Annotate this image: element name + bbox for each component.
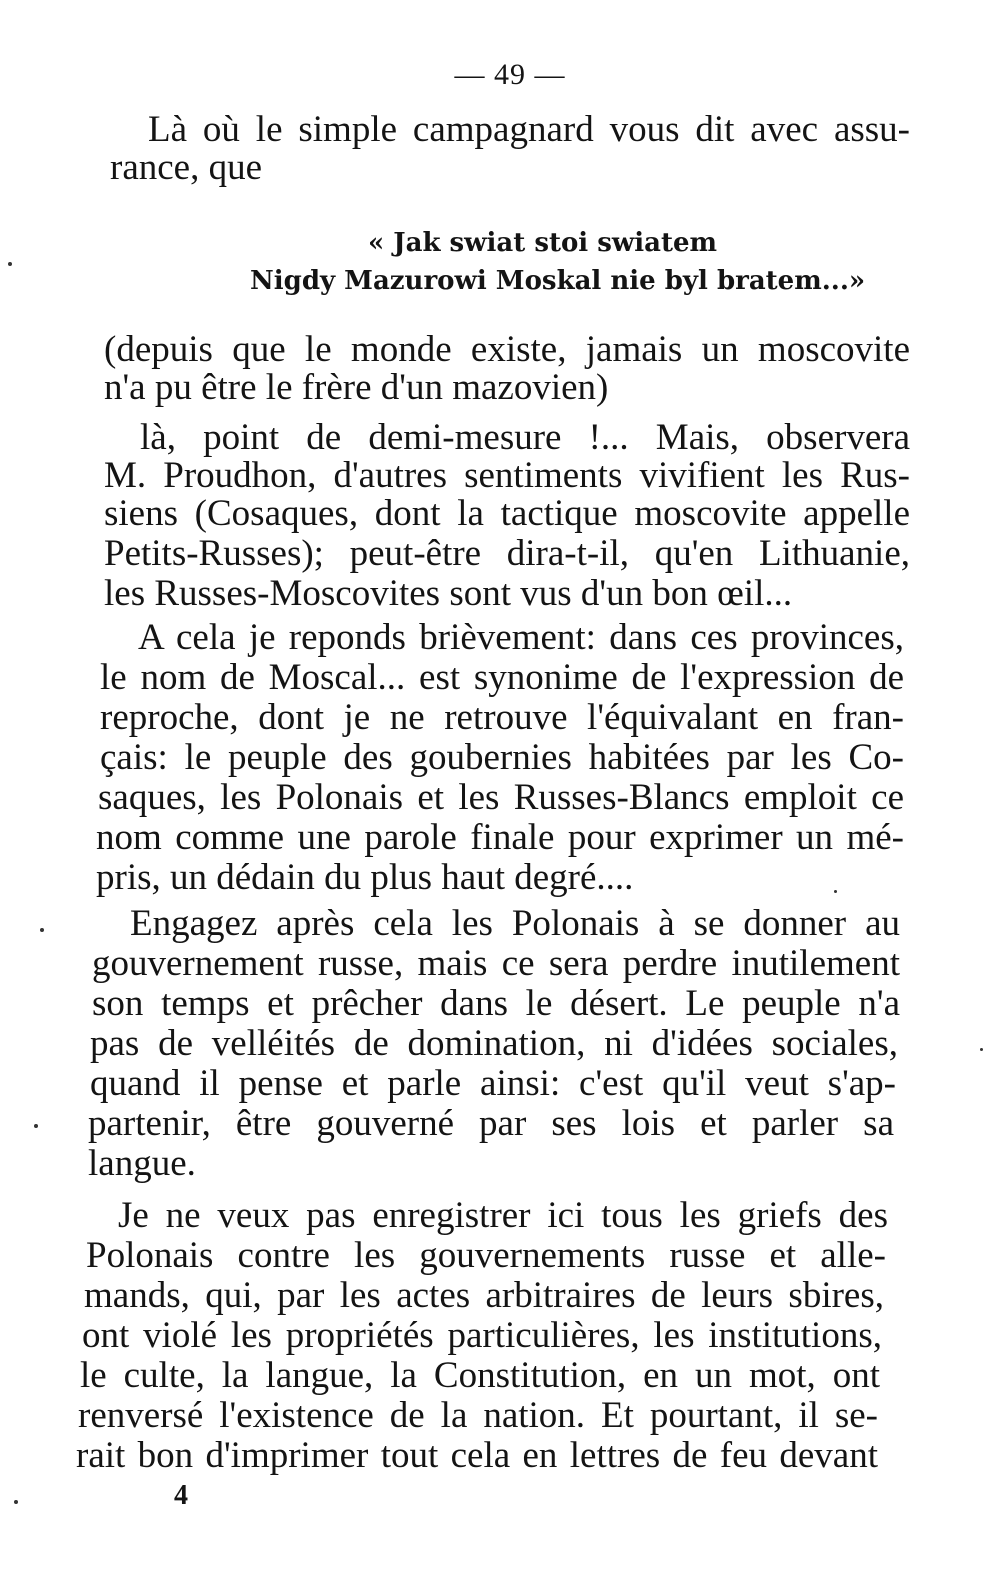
text-line: Je ne veux pas enregistrer ici tous les griefs des — [118, 1195, 888, 1236]
text-line: son temps et prêcher dans le désert. Le peuple n'a — [92, 983, 900, 1024]
text-line: Petits-Russes); peut-être dira-t-il, qu'en Lithuanie, — [104, 533, 910, 574]
text-line: ont violé les propriétés particulières, les institutions, — [82, 1315, 882, 1356]
page-number: — 49 — — [454, 58, 566, 91]
text-line: Polonais contre les gouvernements russe et alle- — [86, 1235, 886, 1276]
text-line: pas de velléités de domination, ni d'idées sociales, — [90, 1023, 898, 1064]
text-line: le culte, la langue, la Constitution, en un mot, ont — [80, 1355, 880, 1396]
text-line: reproche, dont je ne retrouve l'équivalant en fran- — [100, 697, 904, 738]
text-line: M. Proudhon, d'autres sentiments vivifient les Rus- — [104, 455, 910, 496]
paper-speck — [8, 262, 12, 266]
text-line: çais: le peuple des goubernies habitées par les Co- — [100, 737, 904, 778]
text-line: Engagez après cela les Polonais à se donner au — [130, 903, 900, 944]
text-line: n'a pu être le frère d'un mazovien) — [104, 367, 609, 408]
text-line: gouvernement russe, mais ce sera perdre inutilement — [92, 943, 900, 984]
text-line: rait bon d'imprimer tout cela en lettres de feu devant — [76, 1435, 878, 1476]
text-line: là, point de demi-mesure !... Mais, observera — [140, 417, 910, 458]
paper-speck — [34, 1124, 38, 1128]
text-line: nom comme une parole finale pour exprimer un mé- — [96, 817, 904, 858]
text-line: quand il pense et parle ainsi: c'est qu'il veut s'ap- — [90, 1063, 896, 1104]
paper-speck — [14, 1500, 18, 1504]
text-line: les Russes-Moscovites sont vus d'un bon œil... — [104, 573, 793, 614]
paper-speck — [834, 890, 837, 893]
text-line: (depuis que le monde existe, jamais un moscovite — [104, 329, 910, 370]
verse-line: « Jak swiat stoi swiatem — [368, 228, 718, 258]
text-line: partenir, être gouverné par ses lois et parler sa — [88, 1103, 894, 1144]
text-line: A cela je reponds brièvement: dans ces provinces, — [138, 617, 904, 658]
text-line: langue. — [88, 1143, 196, 1184]
text-line: mands, qui, par les actes arbitraires de leurs sbires, — [84, 1275, 884, 1316]
text-line: rance, que — [110, 147, 263, 188]
text-line: siens (Cosaques, dont la tactique moscovite appelle — [104, 493, 910, 534]
text-line: le nom de Moscal... est synonime de l'expression de — [100, 657, 904, 698]
paper-speck — [980, 1048, 983, 1051]
signature-mark: 4 — [174, 1480, 188, 1511]
text-line: pris, un dédain du plus haut degré.... — [96, 857, 634, 898]
text-line: renversé l'existence de la nation. Et pourtant, il se- — [78, 1395, 878, 1436]
verse-line: Nigdy Mazurowi Moskal nie byl bratem...» — [250, 266, 866, 296]
paper-speck — [40, 928, 44, 932]
text-line: Là où le simple campagnard vous dit avec assu- — [148, 109, 910, 150]
text-line: saques, les Polonais et les Russes-Blancs emploit ce — [98, 777, 904, 818]
